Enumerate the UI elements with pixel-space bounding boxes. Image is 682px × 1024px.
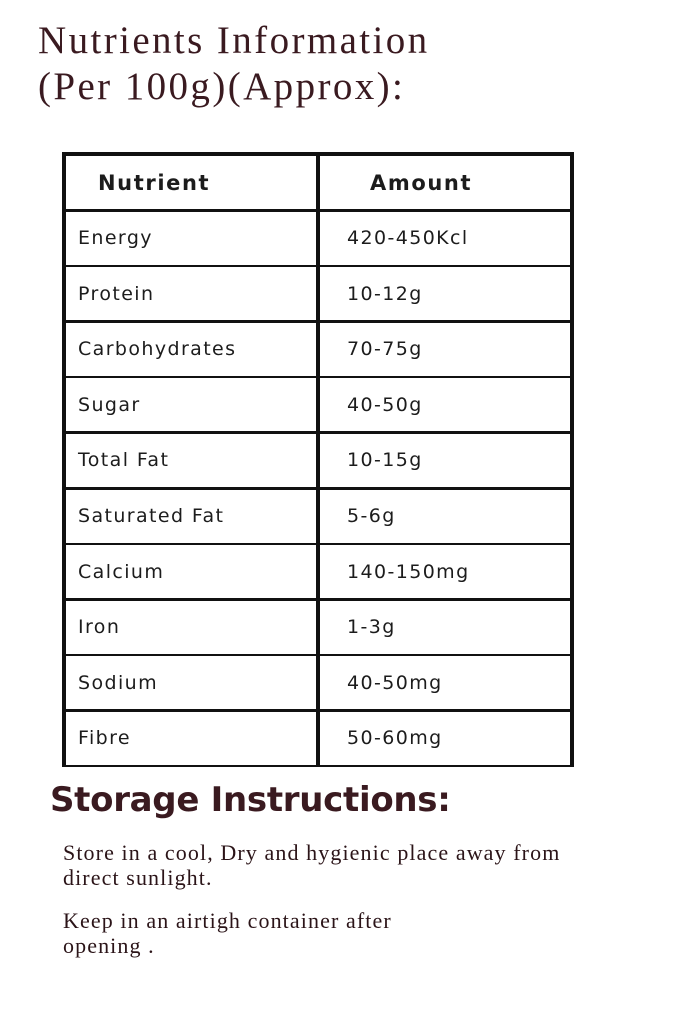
storage-instruction-1-line-1: Store in a cool, Dry and hygienic place away from	[63, 840, 561, 865]
page-title	[38, 18, 430, 110]
storage-instruction-1-line-2: direct sunlight.	[63, 865, 213, 890]
nutrient-name-sugar: Sugar	[66, 378, 316, 431]
nutrient-amount-total-fat: 10-15g	[320, 434, 570, 487]
nutrient-amount-carbohydrates: 70-75g	[320, 323, 570, 376]
nutrient-name-energy: Energy	[66, 212, 316, 265]
nutrient-name-protein: Protein	[66, 267, 316, 320]
nutrient-name-calcium: Calcium	[66, 545, 316, 598]
storage-instruction-2-line-1: Keep in an airtigh container after	[63, 908, 392, 933]
nutrient-name-carbohydrates: Carbohydrates	[66, 323, 316, 376]
page-title-line-1: Nutrients Information	[38, 19, 430, 62]
nutrient-name-saturated-fat: Saturated Fat	[66, 490, 316, 543]
nutrient-name-sodium: Sodium	[66, 656, 316, 709]
column-header-amount: Amount	[320, 156, 570, 209]
page-title-line-2: (Per 100g)(Approx):	[38, 65, 406, 108]
nutrient-amount-sugar: 40-50g	[320, 378, 570, 431]
nutrient-amount-iron: 1-3g	[320, 601, 570, 654]
nutrient-amount-protein: 10-12g	[320, 267, 570, 320]
storage-instruction-1	[63, 840, 673, 890]
column-header-nutrient: Nutrient	[66, 156, 316, 209]
nutrient-amount-fibre: 50-60mg	[320, 712, 570, 765]
storage-instructions-title: Storage Instructions:	[50, 780, 451, 820]
nutrient-amount-saturated-fat: 5-6g	[320, 490, 570, 543]
nutrient-name-iron: Iron	[66, 601, 316, 654]
nutrients-table	[62, 152, 574, 767]
storage-instruction-2	[63, 908, 673, 958]
nutrient-name-total-fat: Total Fat	[66, 434, 316, 487]
nutrient-amount-calcium: 140-150mg	[320, 545, 570, 598]
storage-instruction-2-line-2: opening .	[63, 933, 155, 958]
nutrient-name-fibre: Fibre	[66, 712, 316, 765]
nutrient-amount-sodium: 40-50mg	[320, 656, 570, 709]
nutrient-amount-energy: 420-450Kcl	[320, 212, 570, 265]
